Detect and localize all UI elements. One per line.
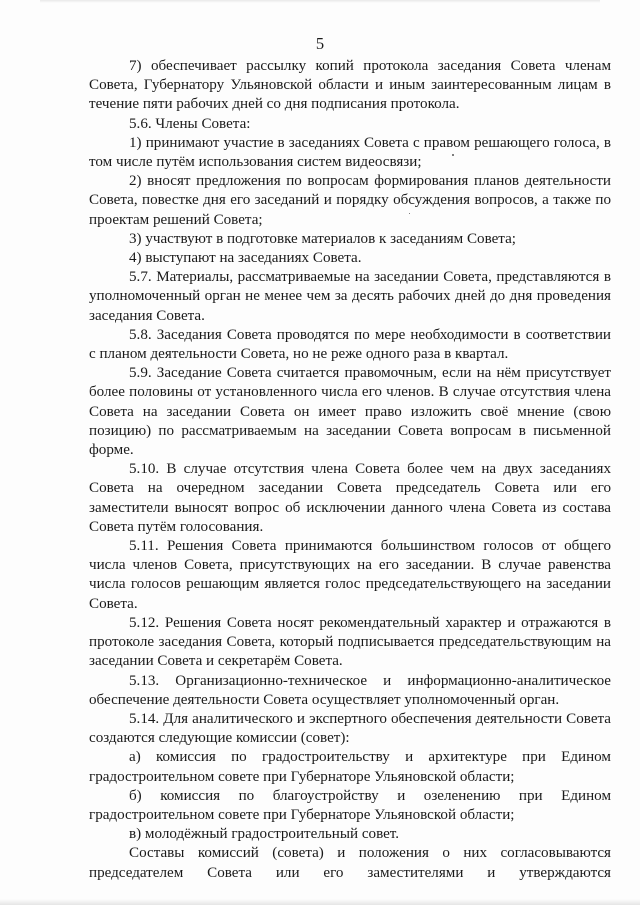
paragraph-5-14: 5.14. Для аналитического и экспертного обеспечения деятельности Совета создаются следующие комиссии (совет): [89, 710, 611, 747]
page-number: 5 [315, 34, 325, 53]
paragraph-5-14-item-b: б) комиссия по благоустройству и озеленению при Едином градостроительном совете при Губернаторе Ульяновской области; [89, 787, 611, 823]
paragraph-5-14-item-c: в) молодёжный градостроительный совет. [129, 826, 400, 843]
paragraph-7-distribution: 7) обеспечивает рассылку копий протокола заседания Совета членам Совета, Губернатору Ульяновской области и иным заинтересованным лицам в течение пяти рабочих дней со дня подписания протокола. [89, 58, 611, 113]
paragraph-5-6-item-2: 2) вносят предложения по вопросам формирования планов деятельности Совета, повестке дня его заседаний и порядку обсуждения вопросов, а также по проектам решений Совета; [89, 173, 611, 228]
paragraph-5-6-item-1: 1) принимают участие в заседаниях Совета с правом решающего голоса, в том числе путём использования систем видеосвязи; [89, 134, 611, 171]
paragraph-5-14-item-a: а) комиссия по градостроительству и архитектуре при Едином градостроительном совете при Губернаторе Ульяновской области; [89, 749, 611, 785]
paragraph-5-13: 5.13. Организационно-техническое и информационно-аналитическое обеспечение деятельности Совета осуществляет уполномоченный орган. [89, 672, 611, 708]
paragraph-5-12: 5.12. Решения Совета носят рекомендательный характер и отражаются в протоколе заседания Совета, который подписывается председательствующим на заседании Совета и секретарём Совета. [89, 614, 611, 670]
scan-edge-bottom [0, 899, 640, 905]
paragraph-5-6-item-3: 3) участвуют в подготовке материалов к заседаниям Совета; [129, 230, 516, 247]
paragraph-5-8: 5.8. Заседания Совета проводятся по мере необходимости в соответствии с планом деятельности Совета, но не реже одного раза в квартал. [89, 326, 611, 363]
paragraph-5-10: 5.10. В случае отсутствия члена Совета более чем на двух заседаниях Совета на очередном заседании Совета председатель Совета или его заместители выносят вопрос об исключении данного члена Совета из состава Совета путём голосования. [89, 461, 611, 535]
paragraph-5-9: 5.9. Заседание Совета считается правомочным, если на нём присутствует более половины от установленного числа его членов. В случае отсутствия члена Совета на заседании Совета он имеет право изложить своё мнение (свою позицию) по рассматриваемым на заседании Совета вопросам в письменной форме. [89, 365, 611, 459]
paragraph-5-6-heading: 5.6. Члены Совета: [129, 115, 251, 132]
scan-speck [452, 154, 454, 156]
paragraph-5-6-item-4: 4) выступают на заседаниях Совета. [129, 250, 362, 267]
paragraph-5-11: 5.11. Решения Совета принимаются большинством голосов от общего числа членов Совета, присутствующих на его заседании. В случае равенства числа голосов решающим является голос председательствующего на заседании Совета. [89, 538, 611, 612]
paragraph-5-7: 5.7. Материалы, рассматриваемые на заседании Совета, представляются в уполномоченный орган не менее чем за десять рабочих дней до дня проведения заседания Совета. [89, 269, 611, 324]
scan-edge-top [40, 0, 600, 3]
scan-speck [409, 213, 410, 214]
paragraph-commission-composition: Составы комиссий (совета) и положения о них согласовываются председателем Совета или его заместителями и утверждаются [89, 845, 611, 881]
document-body [89, 57, 611, 883]
